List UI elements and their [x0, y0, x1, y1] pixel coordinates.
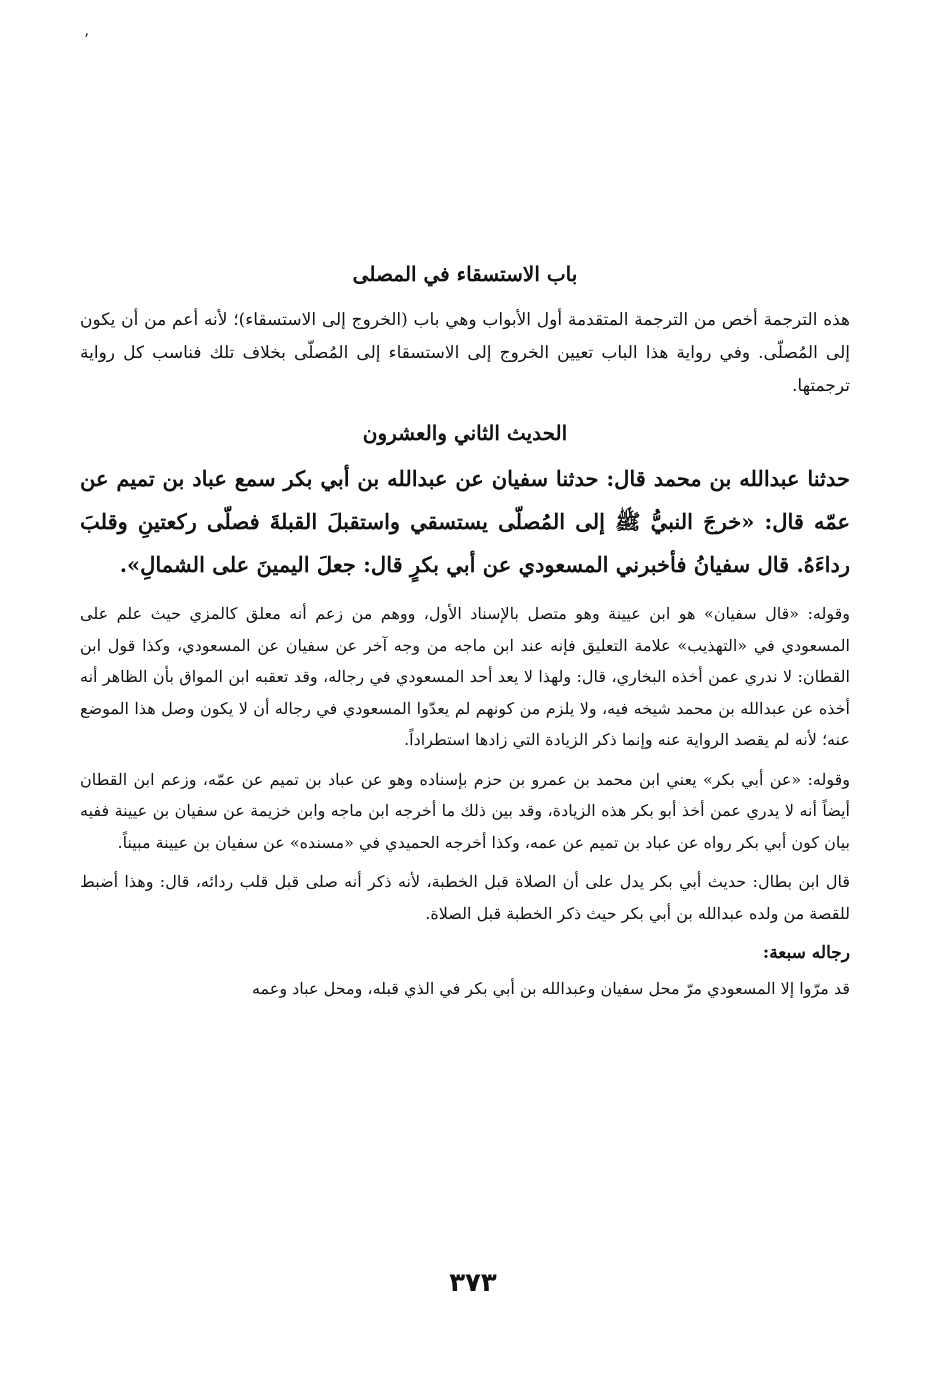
- chapter-title: باب الاستسقاء في المصلى: [352, 262, 578, 286]
- rijal-heading: رجاله سبعة:: [762, 943, 850, 963]
- commentary-paragraph: قال ابن بطال: حديث أبي بكر يدل على أن الصلاة قبل الخطبة، لأنه ذكر أنه صلى قبل قلب ردائه، قال: وهذا أضبط للقصة من ولده عبدالله بن أبي بكر حيث ذكر الخطبة قبل الصلاة.: [80, 872, 850, 923]
- hadith-title: الحديث الثاني والعشرون: [362, 421, 568, 445]
- hadith-text: حدثنا عبدالله بن محمد قال: حدثنا سفيان عن عبدالله بن أبي بكر سمع عباد بن تميم عن عمّه قال: «خرجَ النبيُّ ﷺ إلى المُصلّى يستسقي واستقبلَ القبلةَ فصلّى ركعتينِ وقلبَ رداءَهُ. قال سفيانُ فأخبرني المسعودي عن أبي بكرٍ قال: جعلَ اليمينَ على الشمالِ».: [80, 466, 850, 577]
- rijal-text: قد مرّوا إلا المسعودي مرّ محل سفيان وعبدالله بن أبي بكر في الذي قبله، ومحل عباد وعمه: [251, 979, 850, 998]
- commentary-paragraph: وقوله: «عن أبي بكر» يعني ابن محمد بن عمرو بن حزم بإسناده وهو عن عباد بن تميم عن عمّه، وزعم ابن القطان أيضاً أنه لا يدري عمن أخذ أبو بكر هذه الزيادة، وقد بين ذلك ما أخرجه ابن ماجه وابن خزيمة عن سفيان بن عيينة ففيه بيان كون أبي بكر رواه عن عباد بن تميم عن عمه، وكذا أخرجه الحميدي في «مسنده» عن سفيان بن عيينة مبيناً.: [80, 769, 851, 852]
- page-body: [80, 262, 850, 1013]
- page-number: ٣٧٣: [449, 1268, 497, 1298]
- intro-paragraph: هذه الترجمة أخص من الترجمة المتقدمة أول الأبواب وهي باب (الخروج إلى الاستسقاء)؛ لأنه أعم من أن يكون إلى المُصلّى. وفي رواية هذا الباب تعيين الخروج إلى الاستسقاء إلى المُصلّى بخلاف تلك فناسب كل رواية ترجمتها.: [80, 310, 850, 396]
- margin-mark: ٬: [84, 30, 90, 49]
- commentary-paragraph: وقوله: «قال سفيان» هو ابن عيينة وهو متصل بالإسناد الأول، ووهم من زعم أنه معلق كالمزي حيث علم على المسعودي في «التهذيب» علامة التعليق فإنه عند ابن ماجه من وجه آخر عن سفيان عن المسعودي، وكذا قول ابن القطان: لا ندري عمن أخذه البخاري، قال: ولهذا لا يعد أحد المسعودي في رجاله، وقد تعقبه ابن المواق بأن الظاهر أنه أخذه عن عبدالله بن محمد شيخه فيه، ولا يلزم من كونهم لم يعدّوا المسعودي في رجاله أن لا يكون وصل هذا الموضع عنه؛ لأنه لم يقصد الرواية عنه وإنما ذكر الزيادة التي زادها استطراداً.: [80, 604, 851, 749]
